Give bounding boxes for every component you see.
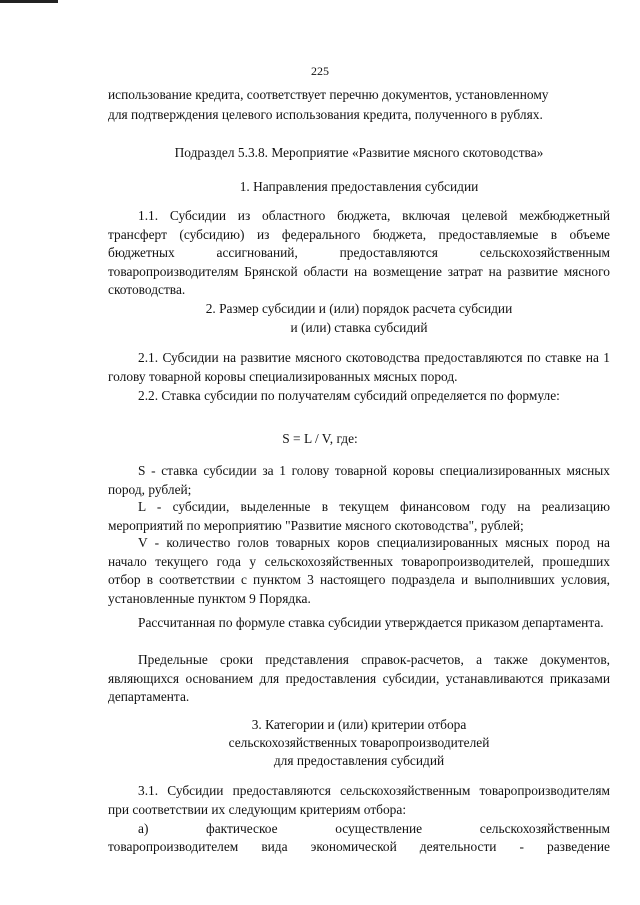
intro-line-1: использование кредита, соответствует перечню документов, установленному bbox=[108, 87, 549, 102]
section-1-heading: 1. Направления предоставления субсидии bbox=[239, 179, 479, 194]
paragraph-2-2: 2.2. Ставка субсидии по получателям субсидий определяется по формуле: bbox=[138, 388, 560, 403]
page-number: 225 bbox=[311, 64, 329, 78]
paragraph-2-1: 2.1. Субсидии на развитие мясного скотоводства предоставляются по ставке на 1 голову товарной коровы специализированных мясных пород. bbox=[108, 350, 610, 384]
paragraph-rate-approval: Рассчитанная по формуле ставка субсидии утверждается приказом департамента. bbox=[138, 615, 604, 630]
definition-l: L - субсидии, выделенные в текущем финансовом году на реализацию мероприятий по мероприятию "Развитие мясного скотоводства", рублей; bbox=[108, 499, 610, 533]
section-2-heading-line-1: 2. Размер субсидии и (или) порядок расчета субсидии bbox=[205, 301, 513, 316]
paragraph-a-line-1: а) фактическое осуществление сельскохозяйственным bbox=[138, 821, 610, 836]
definition-s: S - ставка субсидии за 1 голову товарной коровы специализированных мясных пород, рублей; bbox=[108, 463, 610, 497]
definition-v: V - количество голов товарных коров специализированных мясных пород на начало текущего года у сельскохозяйственных товаропроизводителей, прошедших отбор в соответствии с пунктом 3 настоящего подраздела и выполнивших условия, установленные пунктом 9 Порядка. bbox=[108, 535, 610, 606]
section-3-heading-line-1: 3. Категории и (или) критерии отбора bbox=[251, 717, 467, 732]
paragraph-3-1: 3.1. Субсидии предоставляются сельскохозяйственным товаропроизводителям при соответствии их следующим критериям отбора: bbox=[108, 783, 610, 817]
scan-edge-mark bbox=[0, 0, 58, 3]
paragraph-a-line-2: товаропроизводителем вида экономической деятельности - разведение bbox=[108, 839, 610, 854]
paragraph-deadlines: Предельные сроки представления справок-расчетов, а также документов, являющихся основанием для предоставления субсидии, устанавливаются приказами департамента. bbox=[108, 652, 610, 704]
section-2-heading-line-2: и (или) ставка субсидий bbox=[290, 320, 428, 335]
formula: S = L / V, где: bbox=[282, 431, 358, 446]
subsection-title: Подраздел 5.3.8. Мероприятие «Развитие мясного скотоводства» bbox=[174, 145, 544, 160]
intro-line-2: для подтверждения целевого использования кредита, полученного в рублях. bbox=[108, 107, 543, 122]
section-3-heading-line-3: для предоставления субсидий bbox=[273, 753, 445, 768]
paragraph-1-1: 1.1. Субсидии из областного бюджета, включая целевой межбюджетный трансферт (субсидию) из федерального бюджета, предоставляемые в объеме бюджетных ассигнований, предоставляются сельскохозяйственным товаропроизводителям Брянской области на возмещение затрат на развитие мясного скотоводства. bbox=[108, 208, 610, 297]
section-3-heading-line-2: сельскохозяйственных товаропроизводителей bbox=[228, 735, 490, 750]
